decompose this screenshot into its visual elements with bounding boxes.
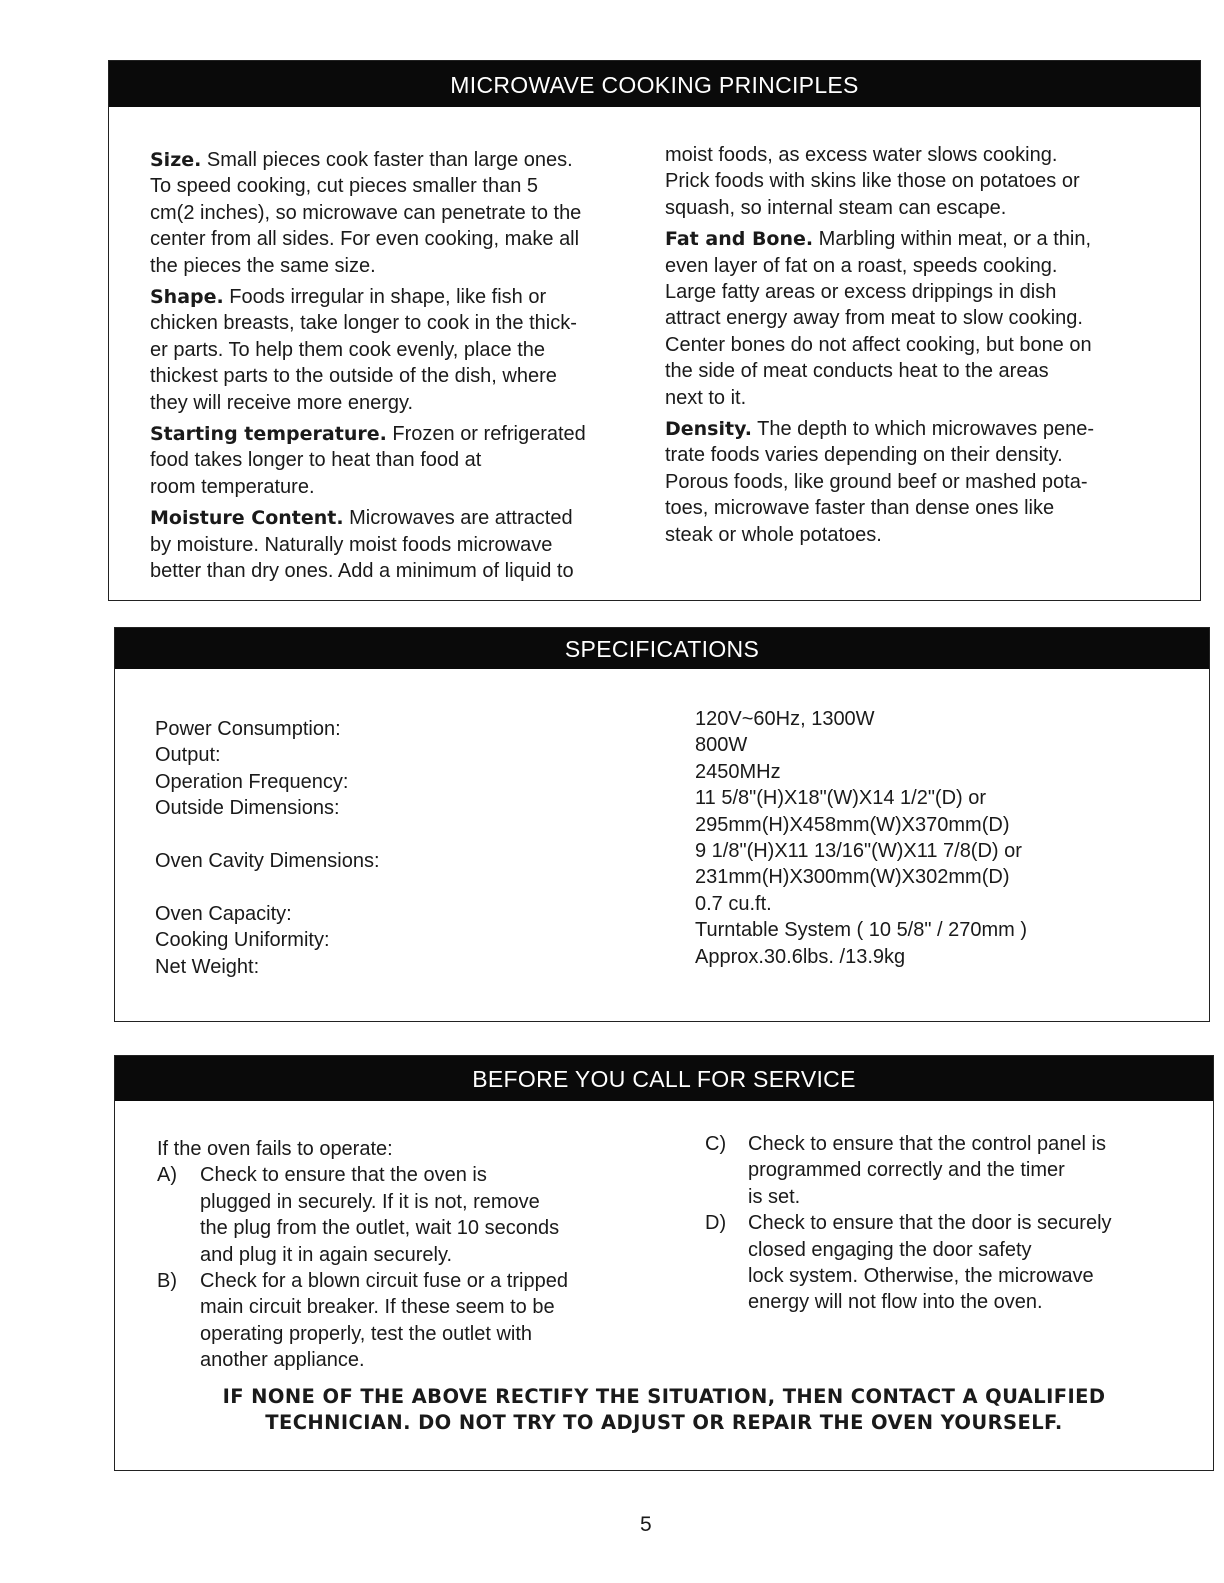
paragraph [150, 505, 586, 584]
spec-value: 11 5/8"(H)X18"(W)X14 1/2"(D) or [695, 787, 987, 810]
spec-label: Cooking Uniformity: [155, 929, 330, 952]
warning-notice [115, 1384, 1213, 1436]
spec-label [155, 822, 380, 848]
line-text: er parts. To help them cook evenly, place the [150, 338, 546, 361]
line-text: the pieces the same size. [150, 254, 376, 277]
text-line [665, 332, 1094, 358]
paragraph-lead: Size. [150, 149, 202, 171]
line-text: by moisture. Naturally moist foods microwave [150, 533, 553, 556]
line-text: Center bones do not affect cooking, but bone on [665, 333, 1092, 356]
paragraph-lead: Fat and Bone. [665, 228, 814, 251]
spec-value: 9 1/8"(H)X11 13/16"(W)X11 7/8(D) or [695, 839, 1022, 862]
text-line [665, 416, 1094, 442]
text-line [150, 253, 586, 279]
text-line [150, 421, 586, 447]
spec-label: Oven Cavity Dimensions: [155, 849, 380, 872]
text-line [665, 442, 1094, 468]
text-line: is set. [748, 1185, 801, 1208]
line-text: better than dry ones. Add a minimum of liquid to [150, 560, 574, 583]
spec-value: 231mm(H)X300mm(W)X302mm(D) [695, 866, 1010, 889]
text-line [665, 305, 1094, 331]
line-text: the side of meat conducts heat to the areas [665, 360, 1049, 383]
text-line [150, 505, 586, 531]
page-number: 5 [640, 1513, 652, 1536]
spec-label: Power Consumption: [155, 718, 341, 740]
text-line [665, 385, 1094, 411]
text-line: and plug it in again securely. [200, 1243, 453, 1266]
text-line [150, 147, 586, 173]
text-line [150, 558, 586, 584]
spec-values-column [695, 706, 1027, 970]
service-left-column [157, 1136, 568, 1374]
paragraph [665, 142, 1094, 221]
paragraph [150, 147, 586, 279]
spec-value: 120V~60Hz, 1300W [695, 708, 875, 730]
spec-value: 2450MHz [695, 760, 781, 783]
line-text: they will receive more energy. [150, 391, 414, 414]
text-line [150, 447, 586, 473]
text-line: operating properly, test the outlet with [200, 1322, 533, 1345]
text-line [150, 173, 586, 199]
line-text: Foods irregular in shape, like fish or [223, 286, 547, 309]
line-text: toes, microwave faster than dense ones like [665, 497, 1055, 520]
item-letter: C) [705, 1133, 727, 1155]
section-title: MICROWAVE COOKING PRINCIPLES [109, 61, 1200, 107]
spec-labels-column [155, 716, 380, 980]
text-line: main circuit breaker. If these seem to be [200, 1296, 555, 1319]
paragraph [665, 226, 1094, 411]
line-text: Large fatty areas or excess drippings in dish [665, 281, 1057, 304]
text-line: Check to ensure that the door is securely [748, 1212, 1112, 1235]
warning-line: TECHNICIAN. DO NOT TRY TO ADJUST OR REPAIR THE OVEN YOURSELF. [265, 1411, 1063, 1434]
spec-value: 0.7 cu.ft. [695, 892, 772, 915]
text-line: Check to ensure that the oven is [200, 1164, 487, 1187]
text-line [150, 390, 586, 416]
text-line [150, 284, 586, 310]
spec-value: 295mm(H)X458mm(W)X370mm(D) [695, 813, 1010, 836]
line-text: food takes longer to heat than food at [150, 449, 482, 472]
line-text: even layer of fat on a roast, speeds cooking. [665, 254, 1058, 277]
line-text: Microwaves are attracted [343, 507, 573, 530]
text-line [665, 358, 1094, 384]
service-item [705, 1131, 1112, 1210]
text-line: plugged in securely. If it is not, remove [200, 1190, 540, 1213]
section-title: SPECIFICATIONS [115, 628, 1209, 669]
spec-label: Oven Capacity: [155, 902, 292, 925]
paragraph [665, 416, 1094, 548]
text-line [665, 226, 1094, 252]
paragraph-lead: Moisture Content. [150, 507, 344, 530]
line-text: Small pieces cook faster than large ones. [201, 149, 573, 171]
text-line [150, 337, 586, 363]
before-you-call-for-service-section [114, 1055, 1214, 1471]
text-line: Check to ensure that the control panel is [748, 1133, 1106, 1155]
text-line [665, 195, 1094, 221]
service-item [157, 1162, 568, 1268]
warning-line: IF NONE OF THE ABOVE RECTIFY THE SITUATION, THEN CONTACT A QUALIFIED [222, 1385, 1106, 1408]
line-text: steak or whole potatoes. [665, 523, 882, 546]
line-text: trate foods varies depending on their density. [665, 444, 1063, 467]
text-line [150, 310, 586, 336]
spec-label: Net Weight: [155, 955, 260, 978]
text-line [665, 469, 1094, 495]
specifications-section [114, 627, 1210, 1022]
spec-value: Turntable System ( 10 5/8" / 270mm ) [695, 919, 1028, 942]
paragraph [150, 421, 586, 500]
principles-right-column [665, 142, 1094, 553]
line-text: squash, so internal steam can escape. [665, 196, 1007, 219]
line-text: Marbling within meat, or a thin, [813, 228, 1092, 251]
paragraph-lead: Shape. [150, 286, 224, 309]
text-line [665, 253, 1094, 279]
line-text: Prick foods with skins like those on potatoes or [665, 170, 1080, 193]
text-line [150, 474, 586, 500]
spec-label: Output: [155, 744, 221, 767]
service-item [157, 1268, 568, 1374]
item-letter: D) [705, 1212, 727, 1235]
text-line [150, 363, 586, 389]
line-text: To speed cooking, cut pieces smaller than 5 [150, 175, 538, 198]
text-line: Check for a blown circuit fuse or a tripped [200, 1270, 568, 1293]
text-line [665, 142, 1094, 168]
text-line [665, 522, 1094, 548]
service-item [705, 1210, 1112, 1316]
section-title: BEFORE YOU CALL FOR SERVICE [115, 1056, 1213, 1101]
item-letter: B) [157, 1270, 177, 1293]
paragraph [150, 284, 586, 416]
line-text: moist foods, as excess water slows cooking. [665, 144, 1058, 166]
text-line [665, 279, 1094, 305]
line-text: next to it. [665, 386, 747, 409]
text-line: energy will not flow into the oven. [748, 1291, 1043, 1314]
line-text: Frozen or refrigerated [386, 423, 586, 446]
paragraph-lead: Starting temperature. [150, 423, 387, 446]
spec-label [155, 874, 380, 900]
text-line [665, 495, 1094, 521]
line-text: attract energy away from meat to slow cooking. [665, 307, 1083, 330]
line-text: chicken breasts, take longer to cook in the thick- [150, 312, 577, 335]
spec-value: Approx.30.6lbs. /13.9kg [695, 945, 906, 968]
line-text: cm(2 inches), so microwave can penetrate to the [150, 201, 582, 224]
line-text: room temperature. [150, 475, 315, 498]
text-line: another appliance. [200, 1349, 365, 1372]
line-text: The depth to which microwaves pene- [751, 418, 1094, 441]
microwave-cooking-principles-section [108, 60, 1201, 601]
spec-label: Operation Frequency: [155, 770, 349, 793]
text-line: the plug from the outlet, wait 10 seconds [200, 1217, 560, 1240]
text-line: closed engaging the door safety [748, 1238, 1032, 1261]
spec-label: Outside Dimensions: [155, 797, 340, 820]
text-line [150, 226, 586, 252]
line-text: thickest parts to the outside of the dish, where [150, 365, 557, 388]
principles-left-column [150, 147, 586, 590]
text-line [150, 532, 586, 558]
spec-value: 800W [695, 734, 748, 757]
text-line: lock system. Otherwise, the microwave [748, 1265, 1094, 1288]
text-line [150, 200, 586, 226]
text-line [665, 168, 1094, 194]
text-line: programmed correctly and the timer [748, 1159, 1065, 1182]
paragraph-lead: Density. [665, 418, 752, 441]
line-text: Porous foods, like ground beef or mashed pota- [665, 470, 1088, 493]
service-intro: If the oven fails to operate: [157, 1138, 393, 1160]
item-letter: A) [157, 1164, 177, 1187]
line-text: center from all sides. For even cooking, make all [150, 228, 580, 251]
service-right-column [705, 1131, 1112, 1316]
